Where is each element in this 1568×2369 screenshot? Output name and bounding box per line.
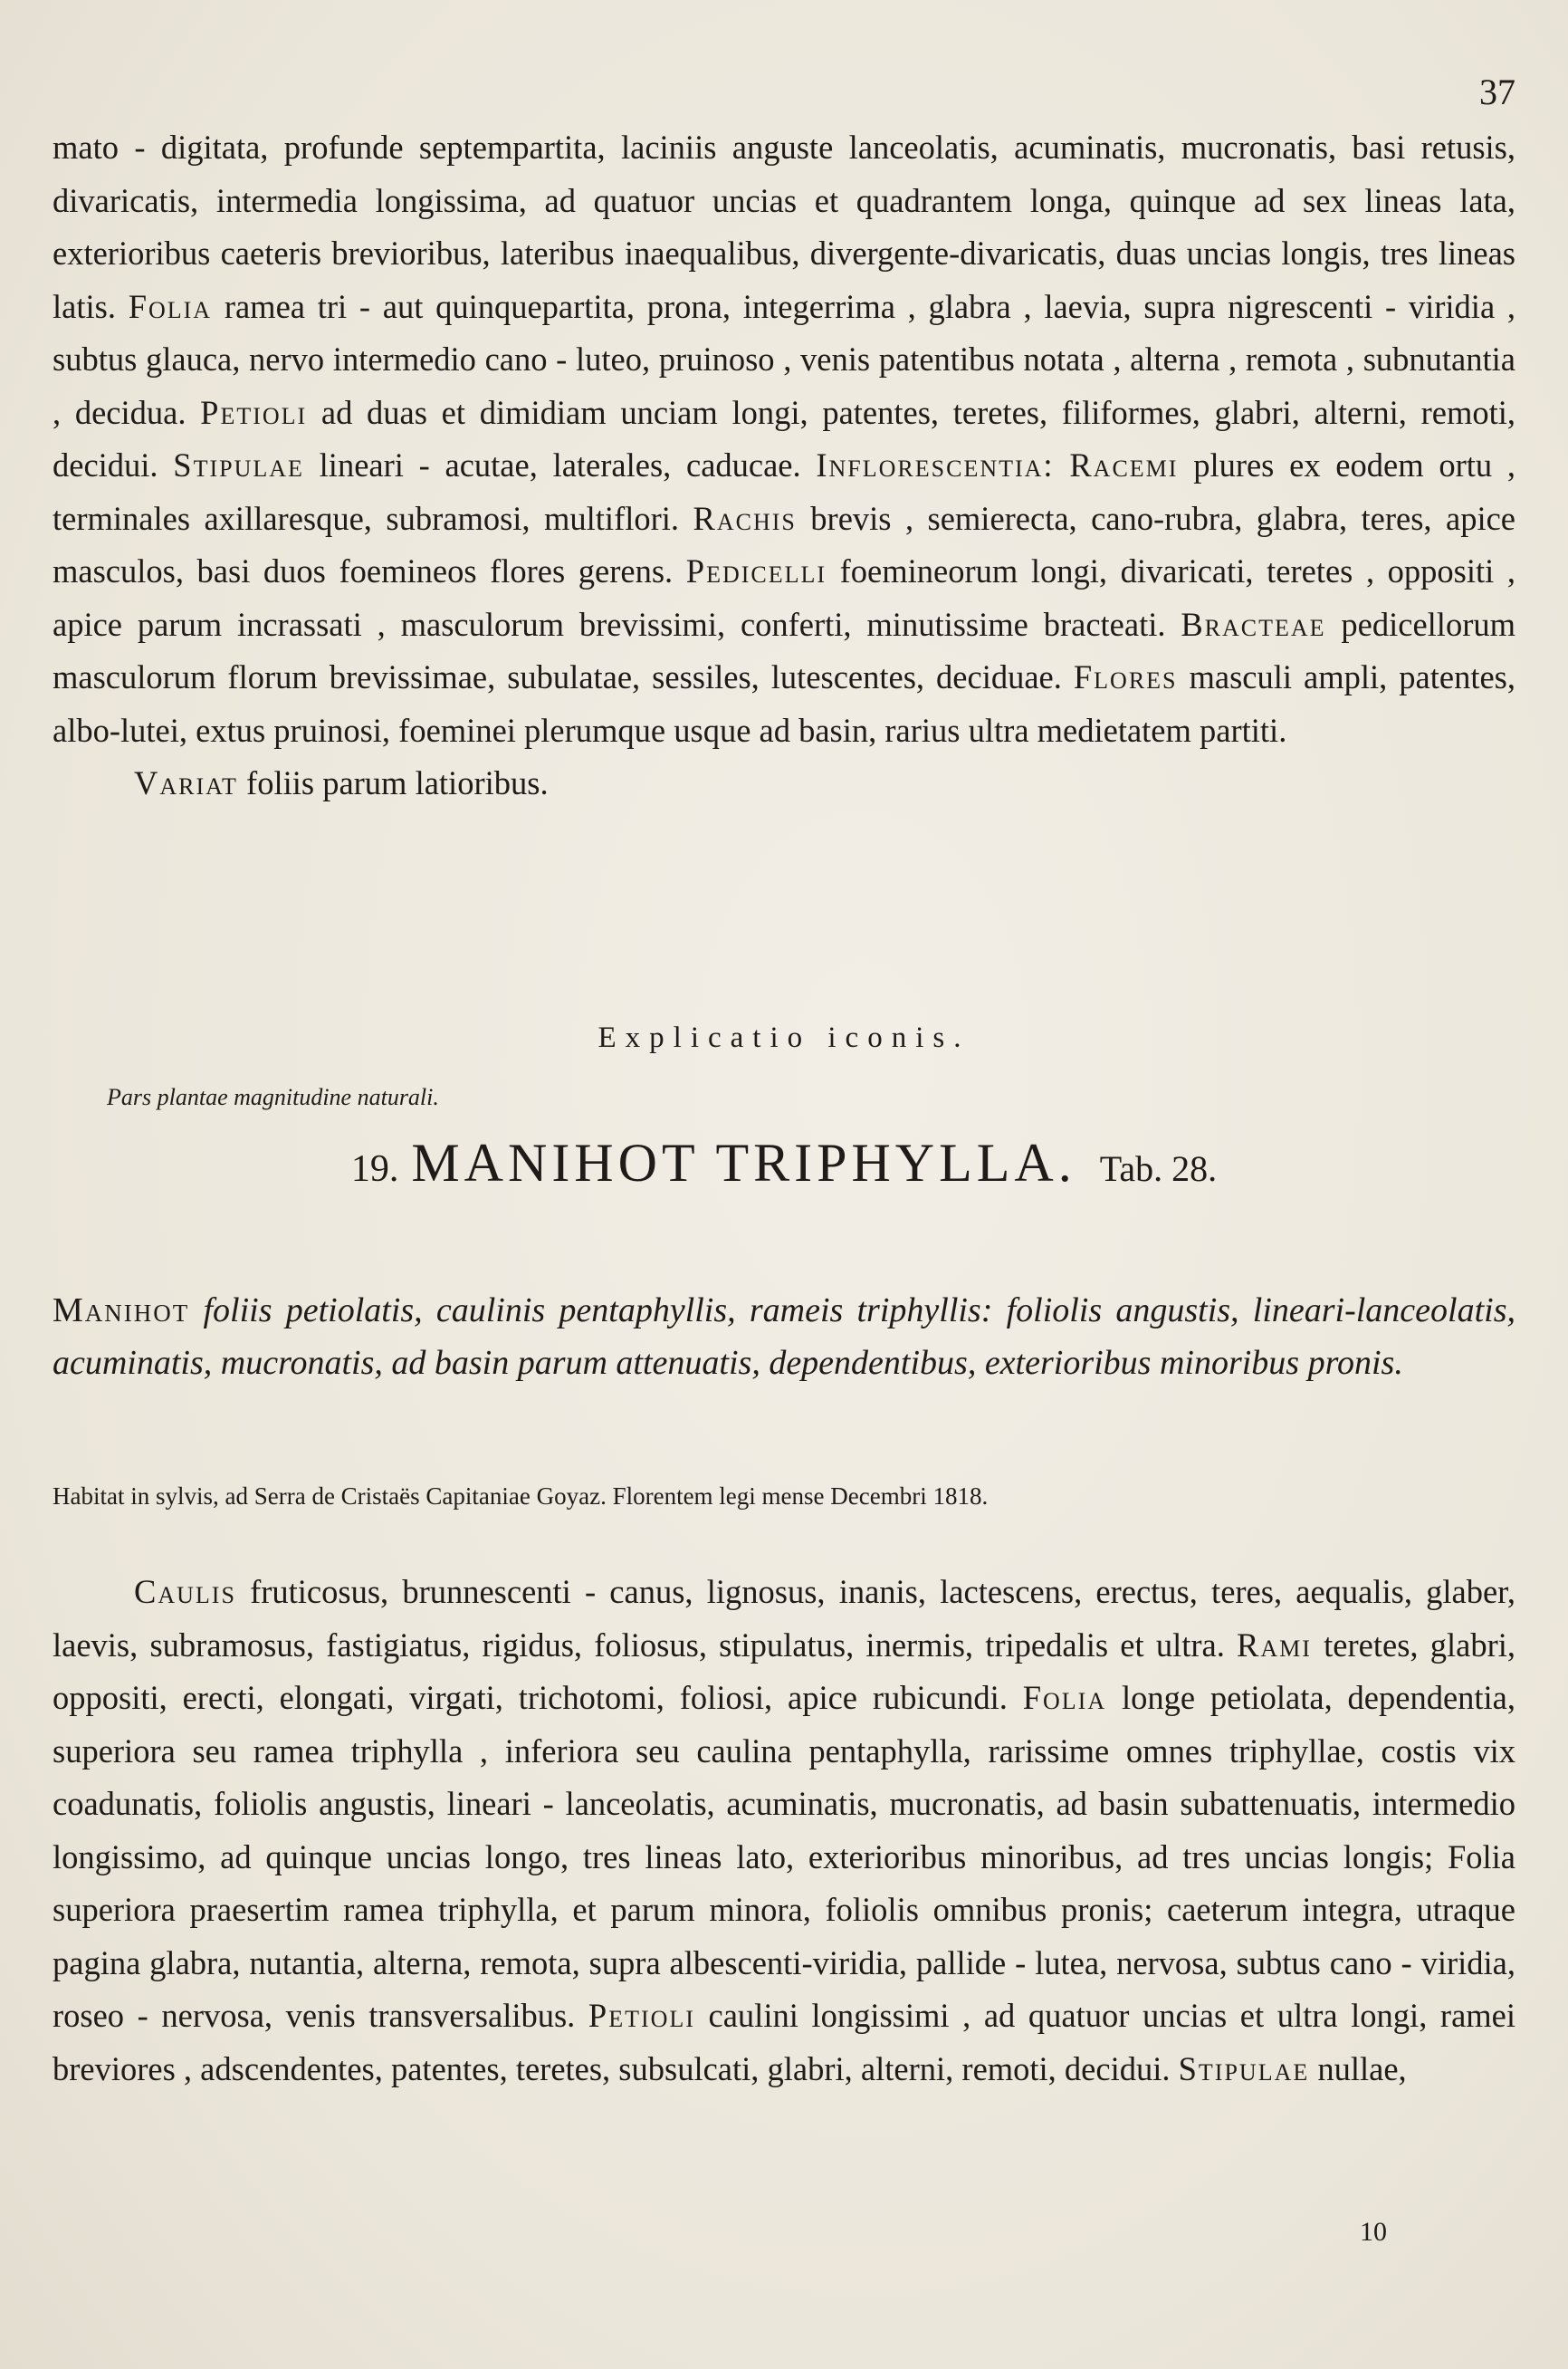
text-run: foliis parum latioribus. (237, 764, 549, 801)
text-run: ramea tri - aut quinquepartita, prona, integerrima , glabra , laevia, supra nigrescenti - viridia , subtus glauca, nervo intermedio cano - luteo, pruinoso , venis patentibus notata , alterna , remota , subnutantia , decidua. (53, 287, 1515, 431)
term: Rami (1237, 1626, 1312, 1664)
term: Bracteae (1181, 605, 1326, 643)
term: Manihot (53, 1291, 190, 1329)
text-run: pedicellorum masculorum florum brevissimae, subulatae, sessiles, lutescentes, deciduae. (53, 605, 1515, 695)
text-run: plures ex eodem ortu , terminales axillaresque, subramosi, multiflori. (53, 446, 1515, 537)
term: Caulis (134, 1573, 236, 1610)
paragraph (53, 757, 1515, 810)
text-run: teretes, glabri, oppositi, erecti, elongati, virgati, trichotomi, foliosi, apice rubicundi. (53, 1626, 1515, 1716)
term: Folia (1022, 1679, 1107, 1716)
text-run: brevis , semierecta, cano-rubra, glabra, teres, apice masculos, basi duos foemineos flores gerens. (53, 499, 1516, 590)
signature-mark: 10 (1360, 2217, 1387, 2247)
text-run: mato - digitata, profunde septempartita, laciniis anguste lanceolatis, acuminatis, mucronatis, basi retusis, divaricatis, intermedia longissima, ad quatuor uncias et quadrantem longa, quinque ad sex lineas lata, exterioribus caeteris brevioribus, lateribus inaequalibus, divergente-divaricatis, duas uncias longis, tres lineas latis. (53, 129, 1515, 325)
species-name: MANIHOT TRIPHYLLA. (411, 1133, 1076, 1193)
term: Rachis (693, 499, 797, 537)
species-heading (0, 1132, 1568, 1194)
text-run: lineari - acutae, laterales, caducae. (303, 446, 817, 484)
text-run: caulini longissimi , ad quatuor uncias et ultra longi, ramei breviores , adscendentes, patentes, teretes, subsulcati, glabri, alterni, remoti, decidui. (53, 1997, 1515, 2087)
text-run: fruticosus, brunnescenti - canus, lignosus, inanis, lactescens, erectus, teres, aequalis, glaber, laevis, subramosus, fastigiatus, rigidus, foliosus, stipulatus, inermis, tripedalis et ultra. (53, 1573, 1515, 1664)
term: Petioli (588, 1997, 695, 2034)
text-run: foemineorum longi, divaricati, teretes , oppositi , apice parum incrassati , masculorum brevissimi, conferti, minutissime bracteati. (53, 552, 1516, 643)
text-run (1055, 446, 1070, 484)
text-run: masculi ampli, patentes, albo-lutei, extus pruinosi, foeminei plerumque usque ad basin, rarius ultra medietatem partiti. (53, 658, 1515, 749)
paragraph (53, 121, 1515, 757)
term: Stipulae (1178, 2049, 1310, 2087)
description-part2 (53, 1566, 1515, 2096)
term: Variat (134, 764, 238, 801)
plate-reference: Tab. 28. (1099, 1148, 1218, 1189)
text-run: foliis petiolatis, caulinis pentaphyllis, rameis triphyllis: foliolis angustis, lineari-lanceolatis, acuminatis, mucronatis, ad basin parum attenuatis, dependentibus, exterioribus minoribus pronis. (53, 1291, 1515, 1382)
term: Flores (1073, 658, 1178, 695)
description-part1 (53, 121, 1515, 810)
explicatio-text: Pars plantae magnitudine naturali. (107, 1084, 439, 1110)
term: Pedicelli (685, 552, 827, 590)
text-run: longe petiolata, dependentia, superiora seu ramea triphylla , inferiora seu caulina pentaphylla, rarissime omnes triphyllae, costis vix coadunatis, foliolis angustis, lineari - lanceolatis, acuminatis, mucronatis, ad basin subattenuatis, intermedio longissimo, ad quinque uncias longo, tres lineas lato, exterioribus minoribus, ad tres uncias longis; Folia superiora praesertim ramea triphylla, et parum minora, foliolis omnibus pronis; caeterum integra, utraque pagina glabra, nutantia, alterna, remota, supra albescenti-viridia, pallide - lutea, nervosa, subtus cano - viridia, roseo - nervosa, venis transversalibus. (53, 1679, 1516, 2034)
term: Folia (128, 287, 213, 325)
explicatio-heading: Explicatio iconis. (598, 1021, 970, 1054)
species-diagnosis (53, 1284, 1515, 1389)
term: Inflorescentia: (816, 446, 1055, 484)
text-run: ad duas et dimidiam unciam longi, patentes, teretes, filiformes, glabri, alterni, remoti, decidui. (53, 393, 1515, 484)
term: Petioli (200, 393, 308, 431)
species-number: 19. (350, 1148, 399, 1190)
page-number: 37 (1479, 72, 1515, 112)
paragraph (53, 1566, 1515, 2096)
text-run: nullae, (1309, 2049, 1407, 2087)
habitat-note: Habitat in sylvis, ad Serra de Cristaës Capitaniae Goyaz. Florentem legi mense Decembri 1818. (53, 1482, 989, 1510)
term: Stipulae (173, 446, 304, 484)
term: Racemi (1069, 446, 1179, 484)
